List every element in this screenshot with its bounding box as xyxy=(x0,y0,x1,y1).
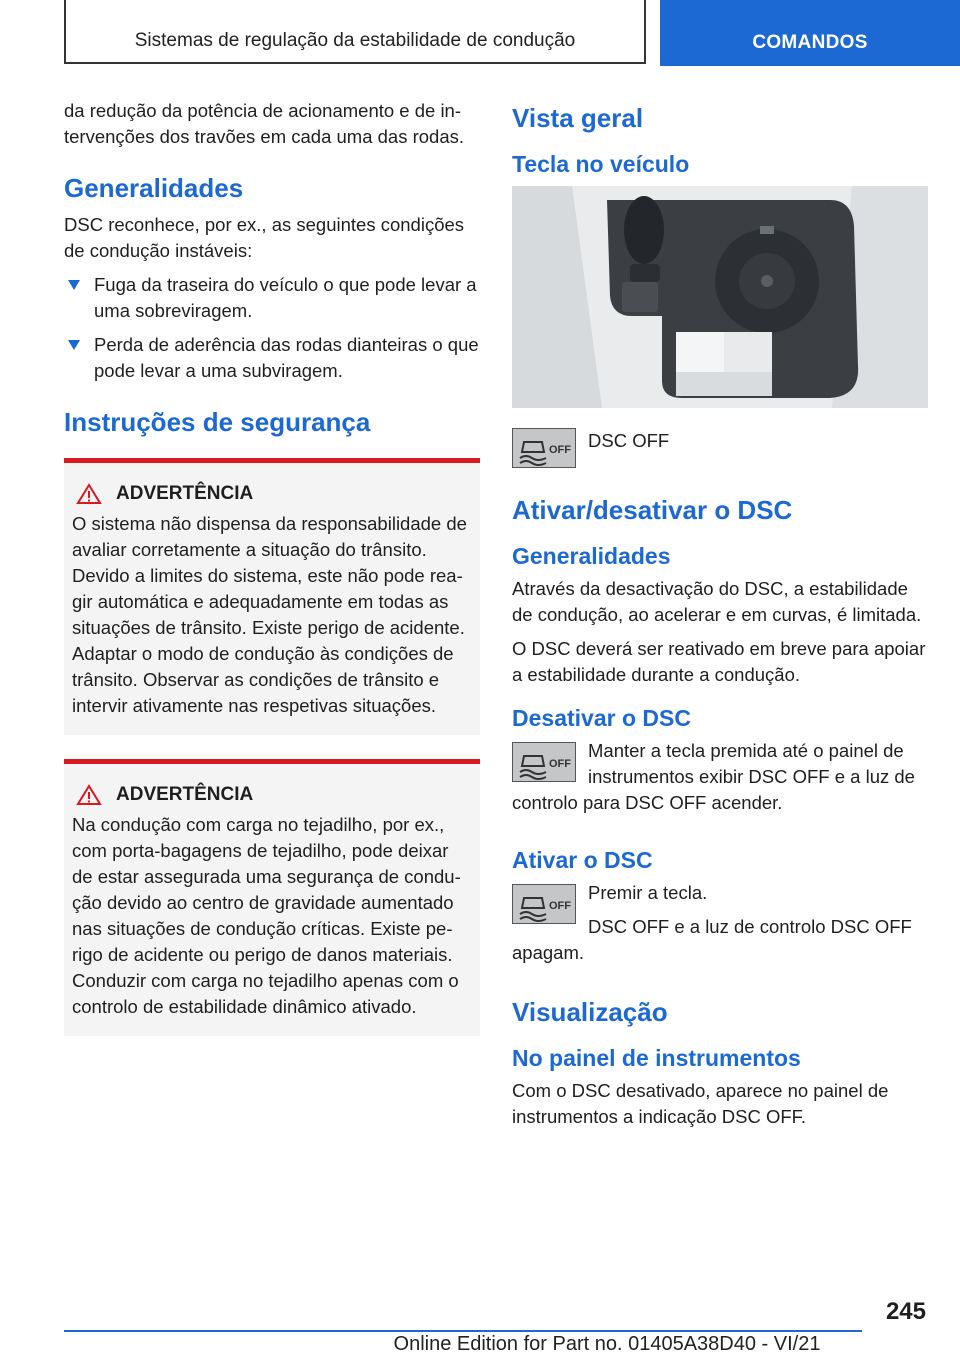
dsc-off-key xyxy=(512,424,930,472)
left-column xyxy=(64,98,480,1048)
center-console-photo xyxy=(512,186,928,408)
ativar-p1: Premir a tecla. xyxy=(588,882,708,903)
dsc-off-icon xyxy=(512,884,576,924)
list-item-text: Fuga da traseira do veículo o que pode levar a uma sobreviragem. xyxy=(94,274,477,321)
dsc-off-icon xyxy=(512,428,576,468)
desativar-heading: Desativar o DSC xyxy=(512,705,691,731)
tecla-heading: Tecla no veículo xyxy=(512,151,690,177)
warning-text: Na condução com carga no tejadilho, por ex., com porta-bagagens de tejadilho, pode deixar de estar assegurada uma segurança de condu-ção devido ao centro de gravidade aumentado nas situações de condução críticas. Existe pe-rigo de acidente ou perigo de danos materiais. Conduzir com carga no tejadilho apenas com o controlo de estabilidade dinâmico ativado. xyxy=(72,814,461,1017)
warning-title-text: ADVERTÊNCIA xyxy=(116,784,254,805)
warning-box xyxy=(64,759,480,1036)
svg-text:OFF: OFF xyxy=(549,758,571,770)
page-number: 245 xyxy=(885,1298,926,1325)
painel-text: Com o DSC desativado, aparece no painel de instrumentos a indicação DSC OFF. xyxy=(512,1080,889,1127)
visualizacao-heading: Visualização xyxy=(512,997,668,1027)
warning-text: O sistema não dispensa da responsabilidade de avaliar corretamente a situação do trânsito. Devido a limites do sistema, este não pode rea-gir automática e adequadamente em todas as situações de trânsito. Existe perigo de acidente. Adaptar o modo de condução às condições de trânsito. Observar as condições de trânsito e intervir ativamente nas respetivas situações. xyxy=(72,513,467,716)
chapter-tab xyxy=(660,0,960,66)
right-column xyxy=(512,98,930,1138)
warning-triangle-icon xyxy=(76,784,102,806)
safety-heading: Instruções de segurança xyxy=(64,407,371,437)
list-item xyxy=(64,272,480,324)
footer-edition xyxy=(0,1333,960,1356)
warning-box xyxy=(64,458,480,735)
ativar-p2: DSC OFF e a luz de controlo DSC OFF apagam. xyxy=(512,916,912,963)
footer-divider xyxy=(64,1330,862,1332)
warning-title-text: ADVERTÊNCIA xyxy=(116,483,254,504)
header-section-title: Sistemas de regulação da estabilidade de condução xyxy=(134,30,576,51)
triangle-bullet-icon xyxy=(68,340,80,350)
ativar-block xyxy=(512,880,930,974)
list-item-text: Perda de aderência das rodas dianteiras o que pode levar a uma subviragem. xyxy=(94,334,479,381)
ativar-desativar-heading: Ativar/desativar o DSC xyxy=(512,495,793,525)
dsc-off-label: DSC OFF xyxy=(588,430,670,451)
generalidades-p2: O DSC deverá ser reativado em breve para apoiar a estabilidade durante a condução. xyxy=(512,638,926,685)
triangle-bullet-icon xyxy=(68,280,80,290)
generalidades-heading: Generalidades xyxy=(64,173,244,203)
footer-edition-text: Online Edition for Part no. 01405A38D40 - VI/21 xyxy=(393,1333,821,1355)
vista-geral-heading: Vista geral xyxy=(512,103,644,133)
generalidades-p1: Através da desactivação do DSC, a estabilidade de condução, ao acelerar e em curvas, é limitada. xyxy=(512,578,922,625)
dsc-off-icon xyxy=(512,742,576,782)
warning-triangle-icon xyxy=(76,483,102,505)
running-header-section xyxy=(64,0,646,64)
painel-heading: No painel de instrumentos xyxy=(512,1045,801,1071)
ativar-heading: Ativar o DSC xyxy=(512,847,653,873)
warning-title xyxy=(76,784,472,806)
chapter-title: COMANDOS xyxy=(752,32,868,53)
generalidades-paragraph: DSC reconhece, por ex., as seguintes condições de condução instáveis: xyxy=(64,214,465,261)
desativar-text: Manter a tecla premida até o painel de instrumentos exibir DSC OFF e a luz de controlo para DSC OFF acender. xyxy=(512,740,915,813)
svg-text:OFF: OFF xyxy=(549,900,571,912)
generalidades-subheading: Generalidades xyxy=(512,543,671,569)
warning-title xyxy=(76,483,472,505)
list-item xyxy=(64,332,480,384)
conditions-list xyxy=(64,272,480,384)
intro-paragraph: da redução da potência de acionamento e de in-tervenções dos travões em cada uma das rodas. xyxy=(64,100,465,147)
svg-text:OFF: OFF xyxy=(549,444,571,456)
desativar-block xyxy=(512,738,930,824)
